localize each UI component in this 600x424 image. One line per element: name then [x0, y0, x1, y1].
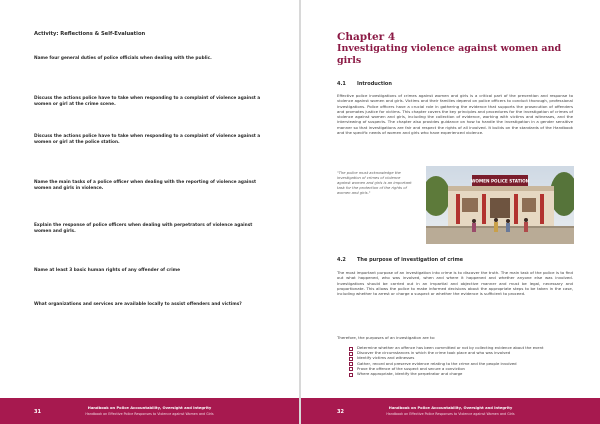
section-title: Introduction — [357, 81, 392, 87]
police-station-photo-graphic — [426, 166, 574, 244]
list-item: Prove the offence of the suspect and secure a conviction — [349, 366, 573, 371]
section-number: 4.2 — [337, 257, 346, 263]
list-item: Discover the circumstances in which the crime took place and who was involved — [349, 350, 573, 355]
question-2: Discuss the actions police have to take when responding to a complaint of violence against a women or girl at the crime scene. — [34, 96, 261, 107]
left-page — [0, 0, 299, 424]
police-station-photo — [426, 166, 574, 244]
question-5: Explain the response of police officers when dealing with perpetrators of violence against women and girls. — [34, 223, 253, 234]
left-footer-bar — [0, 398, 299, 424]
bullet-square-icon — [349, 373, 353, 377]
photo-sign-text: WOMEN POLICE STATION — [470, 178, 530, 184]
footer-line-1: Handbook on Police Accountability, Oversight and Integrity — [388, 406, 513, 410]
question-3: Discuss the actions police have to take when responding to a complaint of violence against a women or girl at the police station. — [34, 134, 261, 145]
chapter-title: Investigating violence against women and girls — [337, 43, 562, 66]
purpose-list — [349, 345, 573, 376]
photo-caption: "The police must acknowledge the investigation of crimes of violence against women and girls is an important task for the protection of the rights of women and girls." — [337, 171, 412, 196]
purpose-paragraph: The most important purpose of an investigation into crime is to discover the truth. The main task of the police is to find out what happened, who was involved, when and where it happened and whether anyone else was involved. Investigations should be carried out in an impartial and objective manner and must be legal, necessary and proportionate. This allows the police to make informed decisions about the appropriate steps to be taken in the case, including whether to arrest or charge a suspect or whether the evidence is sufficient to proceed. — [337, 270, 573, 297]
activity-title: Activity: Reflections & Self-Evaluation — [34, 31, 146, 37]
section-heading-introduction — [337, 81, 392, 87]
page-number: 32 — [337, 409, 344, 415]
footer-line-2: Handbook on Effective Police Responses to Violence against Women and Girls — [85, 412, 214, 416]
chapter-number: Chapter 4 — [337, 31, 396, 43]
list-item: Where appropriate, identify the perpetrator and charge — [349, 371, 573, 376]
right-footer-bar — [301, 398, 600, 424]
section-title: The purpose of investigation of crime — [357, 257, 464, 263]
question-6: Name at least 3 basic human rights of any offender of crime — [34, 268, 181, 273]
list-item: Identify victims and witnesses — [349, 355, 573, 360]
list-item: Determine whether an offence has been committed or not by collecting evidence about the event — [349, 345, 573, 350]
footer-line-1: Handbook on Police Accountability, Oversight and Integrity — [87, 406, 212, 410]
section-number: 4.1 — [337, 81, 346, 87]
right-page — [301, 0, 600, 424]
question-7: What organizations and services are available locally to assist offenders and victims? — [34, 302, 242, 307]
page-number: 31 — [34, 409, 41, 415]
purpose-intro: Therefore, the purposes of an investigation are to: — [337, 335, 436, 340]
footer-line-2: Handbook on Effective Police Responses to Violence against Women and Girls — [386, 412, 515, 416]
list-item: Gather, record and preserve evidence relating to the crime and the people involved — [349, 361, 573, 366]
question-4: Name the main tasks of a police officer when dealing with the reporting of violence against women and girls in violence. — [34, 180, 257, 191]
section-heading-purpose — [337, 257, 463, 263]
question-1: Name four general duties of police officials when dealing with the public. — [34, 56, 212, 61]
introduction-paragraph: Effective police investigations of crimes against women and girls is a critical part of the prevention and response to violence against women and girls. Victims and their families depend on police officers to conduct thorough, professional investigations. Police officers have a crucial role in gathering the evidence that supports the prosecution of offenders and promotes justice for victims. This chapter covers the key principles and procedures for the investigation of crimes of violence against women and girls, including the collection of evidence, working with victims and witnesses, and the interviewing of suspects. The chapter also provides guidance on how to handle the investigation in a gender sensitive manner so that investigations are fair and respect the rights of all involved. It builds on the standards of the Handbook and the specific needs of women and girls who have experienced violence. — [337, 93, 573, 136]
